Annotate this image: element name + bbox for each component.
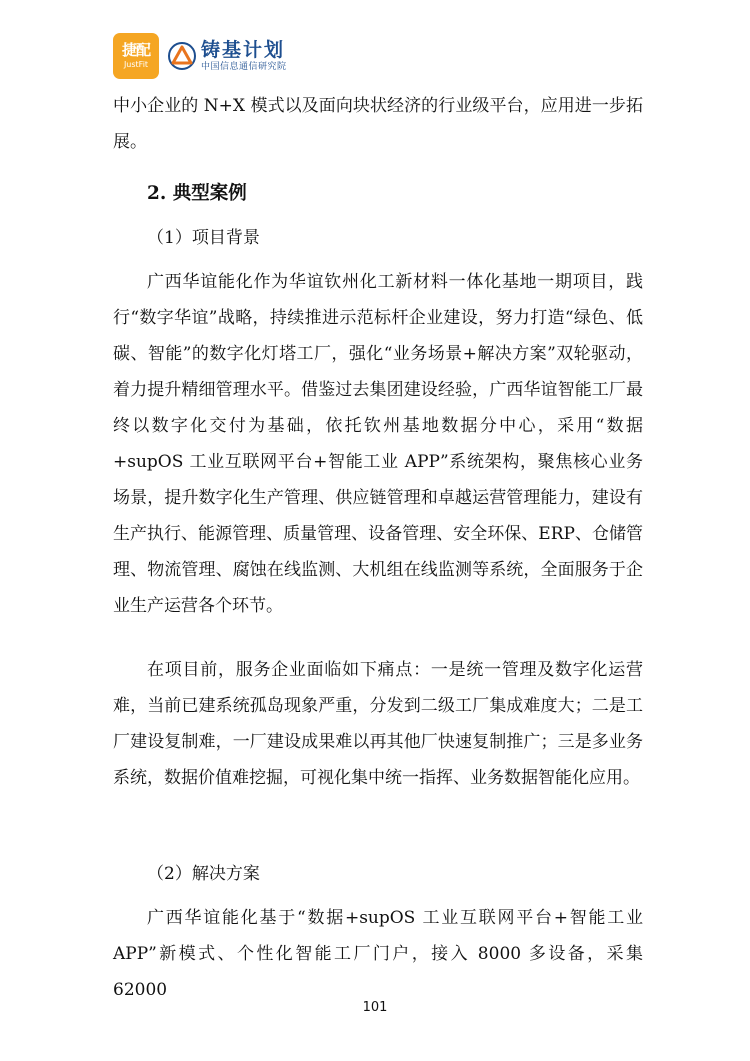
justfit-logo-en: JustFit [123,60,149,69]
zhuji-logo-title: 铸基计划 [201,39,286,61]
zhuji-logo [167,39,287,73]
paragraph-intro-continuation: 中小企业的 N+X 模式以及面向块状经济的行业级平台，应用进一步拓展。 [113,96,643,152]
page-number: 101 [362,1000,388,1015]
subheading-project-background: （1）项目背景 [147,228,260,248]
justfit-logo-cn: 捷配 [121,41,150,59]
justfit-logo [113,33,159,79]
zhuji-logo-subtitle: 中国信息通信研究院 [201,62,287,72]
paragraph-project-background: 广西华谊能化作为华谊钦州化工新材料一体化基地一期项目，践行“数字华谊”战略，持续推进示范标杆企业建设，努力打造“绿色、低碳、智能”的数字化灯塔工厂，强化“业务场景+解决方案”双轮驱动，着力提升精细管理水平。借鉴过去集团建设经验，广西华谊智能工厂最终以数字化交付为基础，依托钦州基地数据分中心，采用“数据+supOS 工业互联网平台+智能工业 APP”系统架构，聚焦核心业务场景，提升数字化生产管理、供应链管理和卓越运营管理能力，建设有生产执行、能源管理、质量管理、设备管理、安全环保、ERP、仓储管理、物流管理、腐蚀在线监测、大机组在线监测等系统，全面服务于企业生产运营各个环节。 [113,272,643,616]
paragraph-solution: 广西华谊能化基于“数据+supOS 工业互联网平台+智能工业 APP”新模式、个性化智能工厂门户，接入 8000 多设备，采集 62000 [113,908,643,1000]
section-heading-typical-cases: 2. 典型案例 [147,183,247,204]
paragraph-pain-points: 在项目前，服务企业面临如下痛点：一是统一管理及数字化运营难，当前已建系统孤岛现象严重，分发到二级工厂集成难度大；二是工厂建设复制难，一厂建设成果难以再其他厂快速复制推广；三是多业务系统，数据价值难挖掘，可视化集中统一指挥、业务数据智能化应用。 [113,660,643,788]
page-header [113,32,287,80]
subheading-solution: （2）解决方案 [147,864,260,884]
zhuji-triangle-icon [167,41,197,71]
